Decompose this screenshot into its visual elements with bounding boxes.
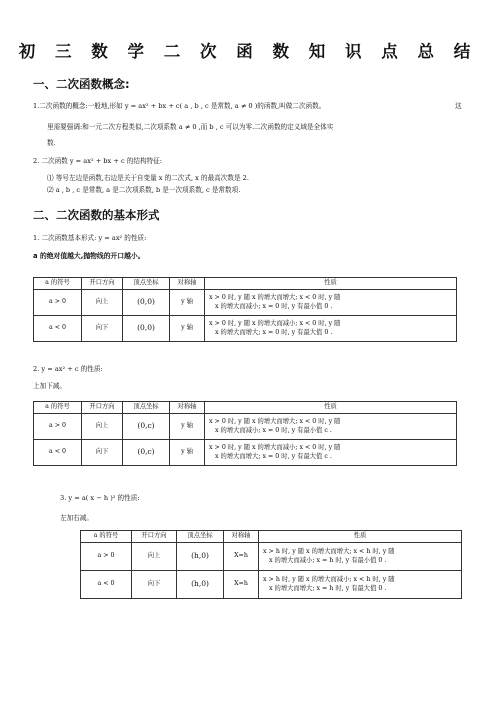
sign-cell: a < 0 xyxy=(81,571,132,599)
property-cell xyxy=(205,414,457,440)
property-line-1: x > h 时, y 随 x 的增大而增大; x < h 时, y 随 xyxy=(263,548,395,555)
direction-cell: 向下 xyxy=(132,571,177,599)
header-property: 性质 xyxy=(205,278,457,290)
property-line-1: x > 0 时, y 随 x 的增大而增大; x < 0 时, y 随 xyxy=(209,418,341,425)
header-property: 性质 xyxy=(205,402,457,414)
vertex-cell: (0,0) xyxy=(123,290,170,316)
axis-cell: y 轴 xyxy=(170,290,205,316)
property-line-1: x > h 时, y 随 x 的增大而减小; x < h 时, y 随 xyxy=(263,576,395,583)
direction-cell: 向下 xyxy=(82,316,123,342)
section-heading-forms: 二、二次函数的基本形式 xyxy=(33,208,160,222)
direction-cell: 向上 xyxy=(82,290,123,316)
axis-cell: X=h xyxy=(224,543,259,571)
section-heading-concept: 一、二次函数概念: xyxy=(33,77,130,91)
form1-note: a 的绝对值越大,抛物线的开口越小。 xyxy=(33,252,145,260)
properties-table-3 xyxy=(80,530,462,599)
property-line-2: x 的增大而增大; x = 0 时, y 有最大值 c . xyxy=(215,452,332,460)
vertex-cell: (0,0) xyxy=(123,316,170,342)
property-line-1: x > 0 时, y 随 x 的增大而减小; x < 0 时, y 随 xyxy=(209,444,341,451)
sign-cell: a > 0 xyxy=(34,290,82,316)
property-line-1: x > 0 时, y 随 x 的增大而减小; x < 0 时, y 随 xyxy=(209,320,341,327)
property-cell xyxy=(259,571,462,599)
form3-title: 3. y = a( x − h )² 的性质: xyxy=(60,494,140,502)
properties-table-2 xyxy=(33,401,457,466)
table-row xyxy=(34,440,457,466)
form3-note: 左加右减。 xyxy=(60,514,93,522)
property-line-2: x 的增大而减小; x = 0 时, y 有最小值 c . xyxy=(215,426,332,434)
table-header-row xyxy=(81,531,462,543)
direction-cell: 向下 xyxy=(82,440,123,466)
form2-title: 2. y = ax² + c 的性质: xyxy=(33,365,103,373)
direction-cell: 向上 xyxy=(82,414,123,440)
header-vertex: 顶点坐标 xyxy=(123,402,170,414)
definition-line-1: 1.二次函数的概念:一般地,形如 y = ax² + bx + c( a , b , c 是常数, a ≠ 0 )的函数,叫做二次函数。 xyxy=(33,102,326,110)
vertex-cell: (h,0) xyxy=(177,543,224,571)
structure-item-1: ⑴ 等号左边是函数,右边是关于自变量 x 的二次式, x 的最高次数是 2. xyxy=(47,174,249,182)
form2-note: 上加下减。 xyxy=(33,382,66,390)
table-row xyxy=(34,290,457,316)
header-direction: 开口方向 xyxy=(82,278,123,290)
header-sign: a 的符号 xyxy=(81,531,132,543)
header-sign: a 的符号 xyxy=(34,402,82,414)
property-line-2: x 的增大而增大; x = h 时, y 有最大值 0 . xyxy=(269,584,387,592)
header-axis: 对称轴 xyxy=(170,278,205,290)
property-line-2: x 的增大而减小; x = 0 时, y 有最小值 0 . xyxy=(215,302,333,310)
header-property: 性质 xyxy=(259,531,462,543)
definition-line-1-tail: 这 xyxy=(455,102,462,110)
property-cell xyxy=(205,290,457,316)
properties-table-1 xyxy=(33,277,457,342)
table-row xyxy=(34,316,457,342)
vertex-cell: (h,0) xyxy=(177,571,224,599)
definition-line-3: 数. xyxy=(47,139,56,147)
header-axis: 对称轴 xyxy=(224,531,259,543)
header-vertex: 顶点坐标 xyxy=(123,278,170,290)
vertex-cell: (0,c) xyxy=(123,414,170,440)
axis-cell: X=h xyxy=(224,571,259,599)
header-sign: a 的符号 xyxy=(34,278,82,290)
table-header-row xyxy=(34,278,457,290)
property-line-2: x 的增大而减小; x = h 时, y 有最小值 0 . xyxy=(269,556,387,564)
direction-cell: 向上 xyxy=(132,543,177,571)
axis-cell: y 轴 xyxy=(170,414,205,440)
structure-title: 2. 二次函数 y = ax² + bx + c 的结构特征: xyxy=(33,157,162,165)
sign-cell: a < 0 xyxy=(34,440,82,466)
sign-cell: a > 0 xyxy=(81,543,132,571)
form1-title: 1. 二次函数基本形式: y = ax² 的性质: xyxy=(33,234,147,242)
definition-line-2: 里需要强调:和一元二次方程类似,二次项系数 a ≠ 0 ,而 b , c 可以为零.二次函数的定义域是全体实 xyxy=(47,123,334,131)
table-header-row xyxy=(34,402,457,414)
structure-item-2: ⑵ a , b , c 是常数, a 是二次项系数, b 是一次项系数, c 是常数项. xyxy=(47,186,241,194)
property-line-1: x > 0 时, y 随 x 的增大而增大; x < 0 时, y 随 xyxy=(209,294,341,301)
table-row xyxy=(81,543,462,571)
header-direction: 开口方向 xyxy=(132,531,177,543)
page-title: 初 三 数 学 二 次 函 数 知 识 点 总 结 xyxy=(18,42,478,61)
property-cell xyxy=(205,440,457,466)
property-cell xyxy=(205,316,457,342)
property-cell xyxy=(259,543,462,571)
table-row xyxy=(81,571,462,599)
vertex-cell: (0,c) xyxy=(123,440,170,466)
property-line-2: x 的增大而增大; x = 0 时, y 有最大值 0 . xyxy=(215,328,333,336)
header-vertex: 顶点坐标 xyxy=(177,531,224,543)
table-row xyxy=(34,414,457,440)
sign-cell: a > 0 xyxy=(34,414,82,440)
header-axis: 对称轴 xyxy=(170,402,205,414)
header-direction: 开口方向 xyxy=(82,402,123,414)
axis-cell: y 轴 xyxy=(170,440,205,466)
sign-cell: a < 0 xyxy=(34,316,82,342)
axis-cell: y 轴 xyxy=(170,316,205,342)
